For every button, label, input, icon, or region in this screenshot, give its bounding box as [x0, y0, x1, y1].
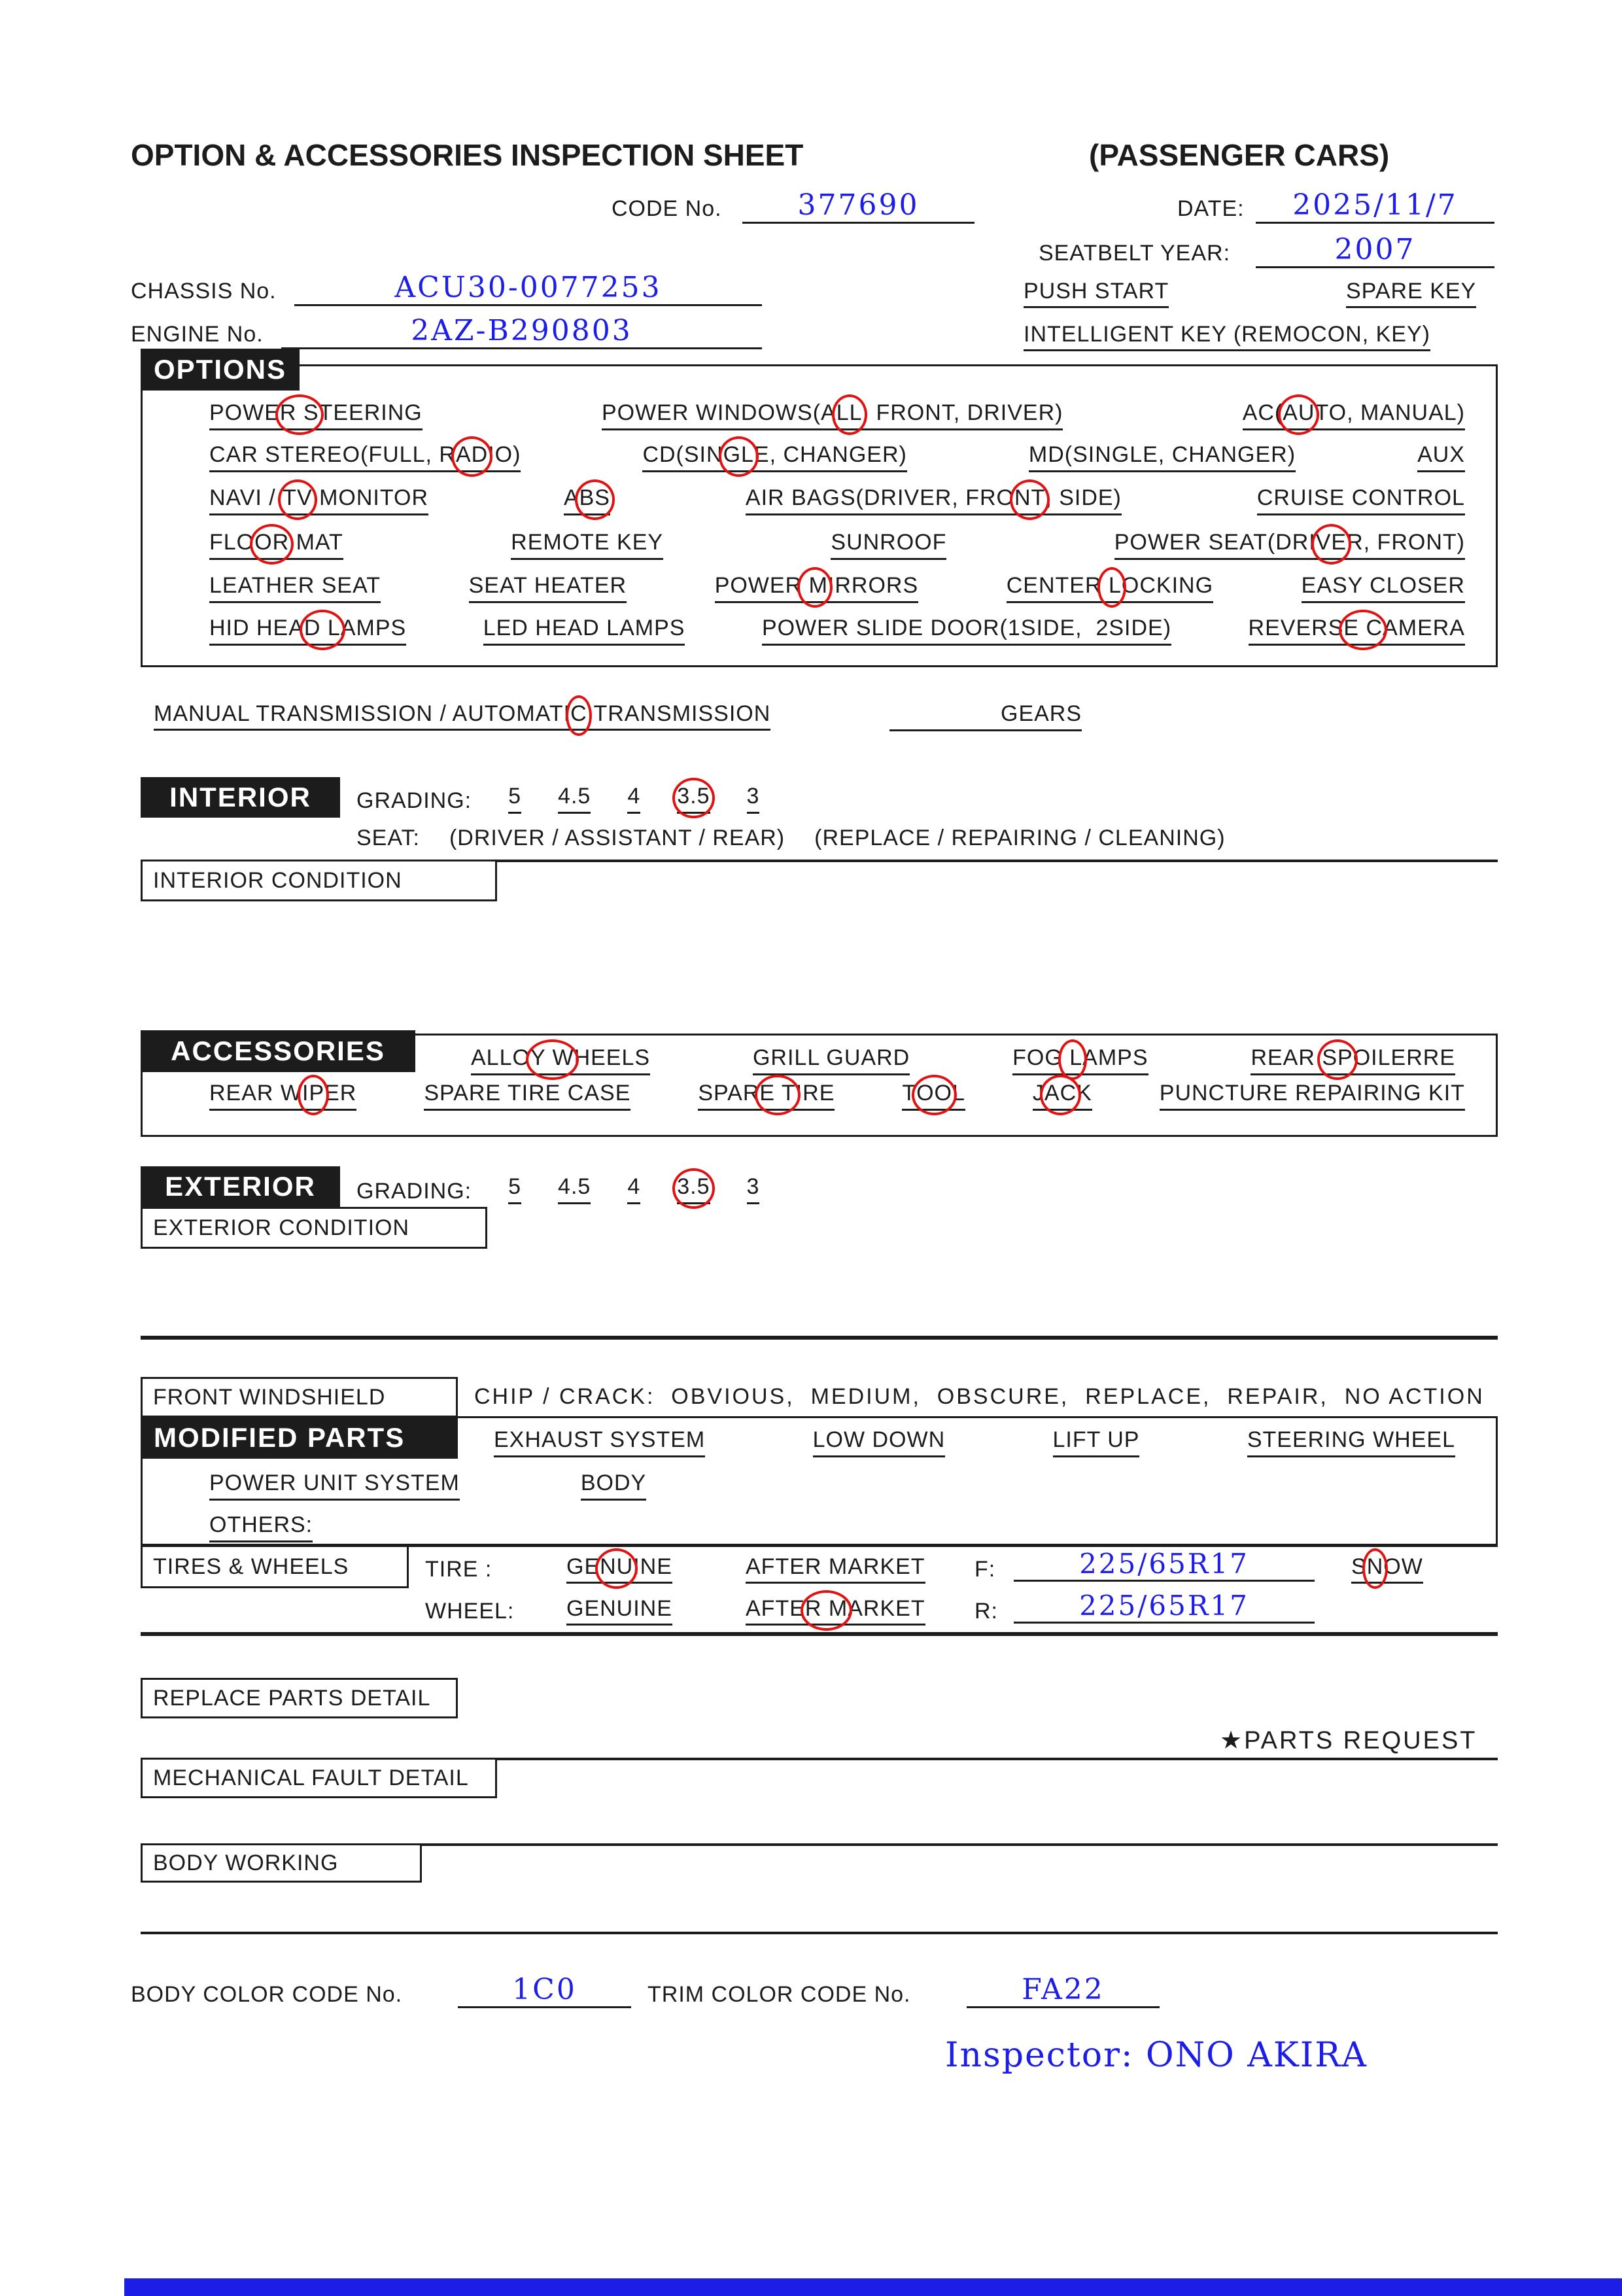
reverse-camera-label: REVERSE CAMERA [1249, 616, 1465, 646]
steering-wheel-label: STEERING WHEEL [1247, 1427, 1455, 1457]
red-circle-annotation: VE [1315, 530, 1347, 555]
modified-parts-row-2 [209, 1470, 646, 1501]
chassis-no-field [294, 266, 762, 306]
red-circle-annotation: AU [1283, 400, 1315, 425]
seatbelt-year-field [1256, 229, 1494, 268]
options-row-1 [209, 400, 1465, 430]
accessories-section-label: ACCESSORIES [141, 1030, 415, 1072]
engine-no-label: ENGINE No. [131, 322, 264, 347]
options-row-2 [209, 442, 1465, 472]
date-field [1256, 184, 1494, 224]
exterior-grading-row [356, 1174, 759, 1204]
ac-auto-manual-label: AC(AUTO, MANUAL) [1243, 400, 1465, 430]
options-row-5 [209, 573, 1465, 603]
interior-seat-row [356, 826, 1226, 851]
3-label: 3 [747, 784, 760, 814]
jack-label: JACK [1033, 1081, 1092, 1111]
modified-parts-topline [458, 1416, 1498, 1418]
red-circle-annotation: BS [579, 485, 610, 510]
rear-size-field [1014, 1587, 1315, 1624]
front-size-field [1014, 1545, 1315, 1582]
options-row-3 [209, 485, 1465, 515]
snow-label: SNOW [1351, 1554, 1423, 1584]
exterior-condition-box: EXTERIOR CONDITION [141, 1207, 487, 1249]
separator-line-5 [141, 1932, 1498, 1934]
date-value: 2025/11/7 [1292, 188, 1458, 222]
red-circle-annotation: OR [254, 530, 290, 555]
engine-no-value: 2AZ-B290803 [411, 314, 632, 347]
5-label: 5 [508, 784, 521, 814]
others-label: OTHERS: [209, 1512, 313, 1542]
seat-label: SEAT: [356, 826, 420, 850]
bottom-blue-bar [124, 2278, 1622, 2296]
spare-key-label: SPARE KEY [1346, 279, 1476, 308]
red-circle-annotation: E C [1343, 616, 1383, 640]
cd-single-changer-label: CD(SINGLE, CHANGER) [642, 442, 906, 472]
seat-heater-label: SEAT HEATER [469, 573, 627, 603]
3-5-label [677, 784, 710, 814]
red-circle-annotation: E T [759, 1081, 796, 1105]
red-circle-annotation: LL [836, 400, 863, 425]
4-label: 4 [627, 1174, 640, 1204]
red-circle-annotation: C [570, 701, 587, 726]
rear-size-value: 225/65R17 [1079, 1590, 1249, 1622]
snow-tire [1351, 1554, 1423, 1580]
seat-positions: (DRIVER / ASSISTANT / REAR) [449, 826, 785, 850]
car-stereo-full-radio-label: CAR STEREO(FULL, RADIO) [209, 442, 521, 472]
spare-tire-case-label: SPARE TIRE CASE [424, 1081, 630, 1111]
spare-tire-label: SPARE TIRE [698, 1081, 835, 1111]
red-circle-annotation: L [1101, 573, 1122, 598]
body-color-field [458, 1969, 631, 2008]
gears-label: GEARS [889, 701, 1082, 731]
red-circle-annotation: IP [302, 1081, 325, 1105]
md-single-changer-label: MD(SINGLE, CHANGER) [1029, 442, 1296, 472]
remote-key-label: REMOTE KEY [511, 530, 663, 560]
red-circle-annotation: 3.5 [677, 1174, 710, 1199]
interior-section-label: INTERIOR [141, 777, 340, 818]
5-label: 5 [508, 1174, 521, 1204]
manual-transmission-automatic-transmission-label: MANUAL TRANSMISSION / AUTOMATIC TRANSMISSION [154, 701, 770, 731]
intelligent-key-label: INTELLIGENT KEY (REMOCON, KEY) [1024, 322, 1430, 351]
easy-closer-label: EASY CLOSER [1302, 573, 1465, 603]
puncture-repairing-kit-label: PUNCTURE REPAIRING KIT [1160, 1081, 1465, 1111]
front-size-label: F: [975, 1557, 996, 1582]
accessories-row-2 [209, 1081, 1465, 1111]
code-no-value: 377690 [797, 188, 920, 222]
body-color-value: 1C0 [512, 1973, 577, 2006]
exterior-grades [508, 1174, 759, 1204]
4-label: 4 [627, 784, 640, 814]
separator-line-2 [141, 1632, 1498, 1636]
red-circle-annotation: NU [600, 1554, 634, 1579]
replace-parts-detail-box: REPLACE PARTS DETAIL [141, 1678, 458, 1718]
exterior-section-label: EXTERIOR [141, 1166, 340, 1207]
red-circle-annotation: 3.5 [677, 784, 710, 809]
wheel-label: WHEEL: [425, 1599, 515, 1624]
interior-condition-box: INTERIOR CONDITION [141, 860, 497, 901]
power-steering-label: POWER STEERING [209, 400, 423, 430]
after-market-label: AFTER MARKET [746, 1596, 925, 1626]
transmission-line [154, 701, 770, 727]
red-circle-annotation: GL [723, 442, 754, 467]
tire-after-market [746, 1554, 925, 1580]
chassis-no-label: CHASSIS No. [131, 279, 277, 304]
power-slide-door-1side-2side-label: POWER SLIDE DOOR(1SIDE, 2SIDE) [762, 616, 1171, 646]
body-working-box: BODY WORKING [141, 1843, 422, 1883]
power-mirrors-label: POWER MIRRORS [715, 573, 918, 603]
leather-seat-label: LEATHER SEAT [209, 573, 381, 603]
hid-head-lamps-label: HID HEAD LAMPS [209, 616, 406, 646]
engine-no-field [281, 309, 762, 349]
rear-wiper-label: REAR WIPER [209, 1081, 356, 1111]
red-circle-annotation: R M [804, 1596, 848, 1621]
3-5-label [677, 1174, 710, 1204]
body-color-label: BODY COLOR CODE No. [131, 1982, 403, 2007]
options-row-6 [209, 616, 1465, 646]
power-windows-all-front-driver-label: POWER WINDOWS(ALL, FRONT, DRIVER) [602, 400, 1063, 430]
red-circle-annotation: SP [1322, 1045, 1353, 1070]
seatbelt-year-value: 2007 [1334, 233, 1416, 266]
grill-guard-label: GRILL GUARD [753, 1045, 910, 1075]
separator-line-1 [141, 1336, 1498, 1340]
trim-color-label: TRIM COLOR CODE No. [647, 1982, 911, 2007]
seat-actions: (REPLACE / REPAIRING / CLEANING) [814, 826, 1226, 850]
center-locking-label: CENTER LOCKING [1007, 573, 1213, 603]
options-section-label: OPTIONS [141, 349, 300, 391]
interior-grades [508, 784, 759, 814]
code-no-label: CODE No. [612, 196, 722, 221]
tires-wheels-box: TIRES & WHEELS [141, 1545, 409, 1588]
tire-genuine [566, 1554, 672, 1580]
parts-request-label: ★PARTS REQUEST [1220, 1727, 1477, 1754]
lift-up-label: LIFT UP [1053, 1427, 1140, 1457]
trim-color-field [967, 1969, 1160, 2008]
red-circle-annotation: R S [279, 400, 319, 425]
cruise-control-label: CRUISE CONTROL [1257, 485, 1465, 515]
after-market-label: AFTER MARKET [746, 1554, 925, 1584]
red-circle-annotation: N [1366, 1554, 1384, 1579]
body-label: BODY [581, 1470, 646, 1501]
3-label: 3 [747, 1174, 760, 1204]
rear-size-label: R: [975, 1599, 998, 1624]
inspector-signature: Inspector: ONO AKIRA [945, 2036, 1368, 2075]
red-circle-annotation: AD [455, 442, 489, 467]
4-5-label: 4.5 [558, 1174, 591, 1204]
date-label: DATE: [1177, 196, 1245, 221]
tire-label: TIRE : [425, 1557, 492, 1582]
genuine-label: GENUINE [566, 1596, 672, 1626]
rear-spoilerre-label: REAR SPOILERRE [1251, 1045, 1455, 1075]
wheel-genuine [566, 1596, 672, 1622]
modified-parts-section-label: MODIFIED PARTS [141, 1416, 458, 1459]
genuine-label: GENUINE [566, 1554, 672, 1584]
led-head-lamps-label: LED HEAD LAMPS [483, 616, 685, 646]
tool-label: TOOL [902, 1081, 965, 1111]
interior-grading-row [356, 784, 759, 814]
page-title: OPTION & ACCESSORIES INSPECTION SHEET [131, 138, 804, 172]
seatbelt-year-label: SEATBELT YEAR: [1039, 241, 1231, 266]
wheel-after-market [746, 1596, 925, 1622]
interior-grading-label: GRADING: [356, 788, 472, 813]
exhaust-system-label: EXHAUST SYSTEM [494, 1427, 705, 1457]
chassis-no-value: ACU30-0077253 [394, 271, 662, 304]
red-circle-annotation: M [802, 573, 828, 598]
abs-label: ABS [564, 485, 610, 515]
floor-mat-label: FLOOR MAT [209, 530, 343, 560]
navi-tv-monitor-label: NAVI / TV MONITOR [209, 485, 428, 515]
accessories-row-1 [471, 1045, 1455, 1075]
trim-color-value: FA22 [1022, 1973, 1105, 2006]
red-circle-annotation: D L [303, 616, 341, 640]
exterior-grading-label: GRADING: [356, 1179, 472, 1204]
front-size-value: 225/65R17 [1079, 1548, 1249, 1580]
red-circle-annotation: OO [916, 1081, 953, 1105]
sunroof-label: SUNROOF [831, 530, 946, 560]
red-circle-annotation: NT [1014, 485, 1046, 510]
red-circle-annotation: TV [283, 485, 313, 510]
alloy-wheels-label: ALLOY WHEELS [471, 1045, 650, 1075]
push-start-label: PUSH START [1024, 279, 1169, 308]
power-unit-system-label: POWER UNIT SYSTEM [209, 1470, 460, 1501]
air-bags-driver-front-side-label: AIR BAGS(DRIVER, FRONT, SIDE) [746, 485, 1122, 515]
power-seat-driver-front-label: POWER SEAT(DRIVER, FRONT) [1114, 530, 1465, 560]
4-5-label: 4.5 [558, 784, 591, 814]
aux-label: AUX [1417, 442, 1465, 472]
red-circle-annotation: AC [1044, 1081, 1077, 1105]
mechanical-fault-detail-box: MECHANICAL FAULT DETAIL [141, 1758, 497, 1798]
red-circle-annotation: Y W [530, 1045, 574, 1070]
fog-lamps-label: FOG LAMPS [1012, 1045, 1148, 1075]
modified-parts-row-1 [494, 1427, 1455, 1457]
red-circle-annotation: L [1062, 1045, 1083, 1070]
chip-crack-line: CHIP / CRACK: OBVIOUS, MEDIUM, OBSCURE, REPLACE, REPAIR, NO ACTION [474, 1384, 1485, 1409]
code-no-field [742, 184, 975, 224]
page-title-right: (PASSENGER CARS) [1089, 138, 1390, 172]
options-row-4 [209, 530, 1465, 560]
low-down-label: LOW DOWN [813, 1427, 946, 1457]
front-windshield-box: FRONT WINDSHIELD [141, 1377, 458, 1418]
